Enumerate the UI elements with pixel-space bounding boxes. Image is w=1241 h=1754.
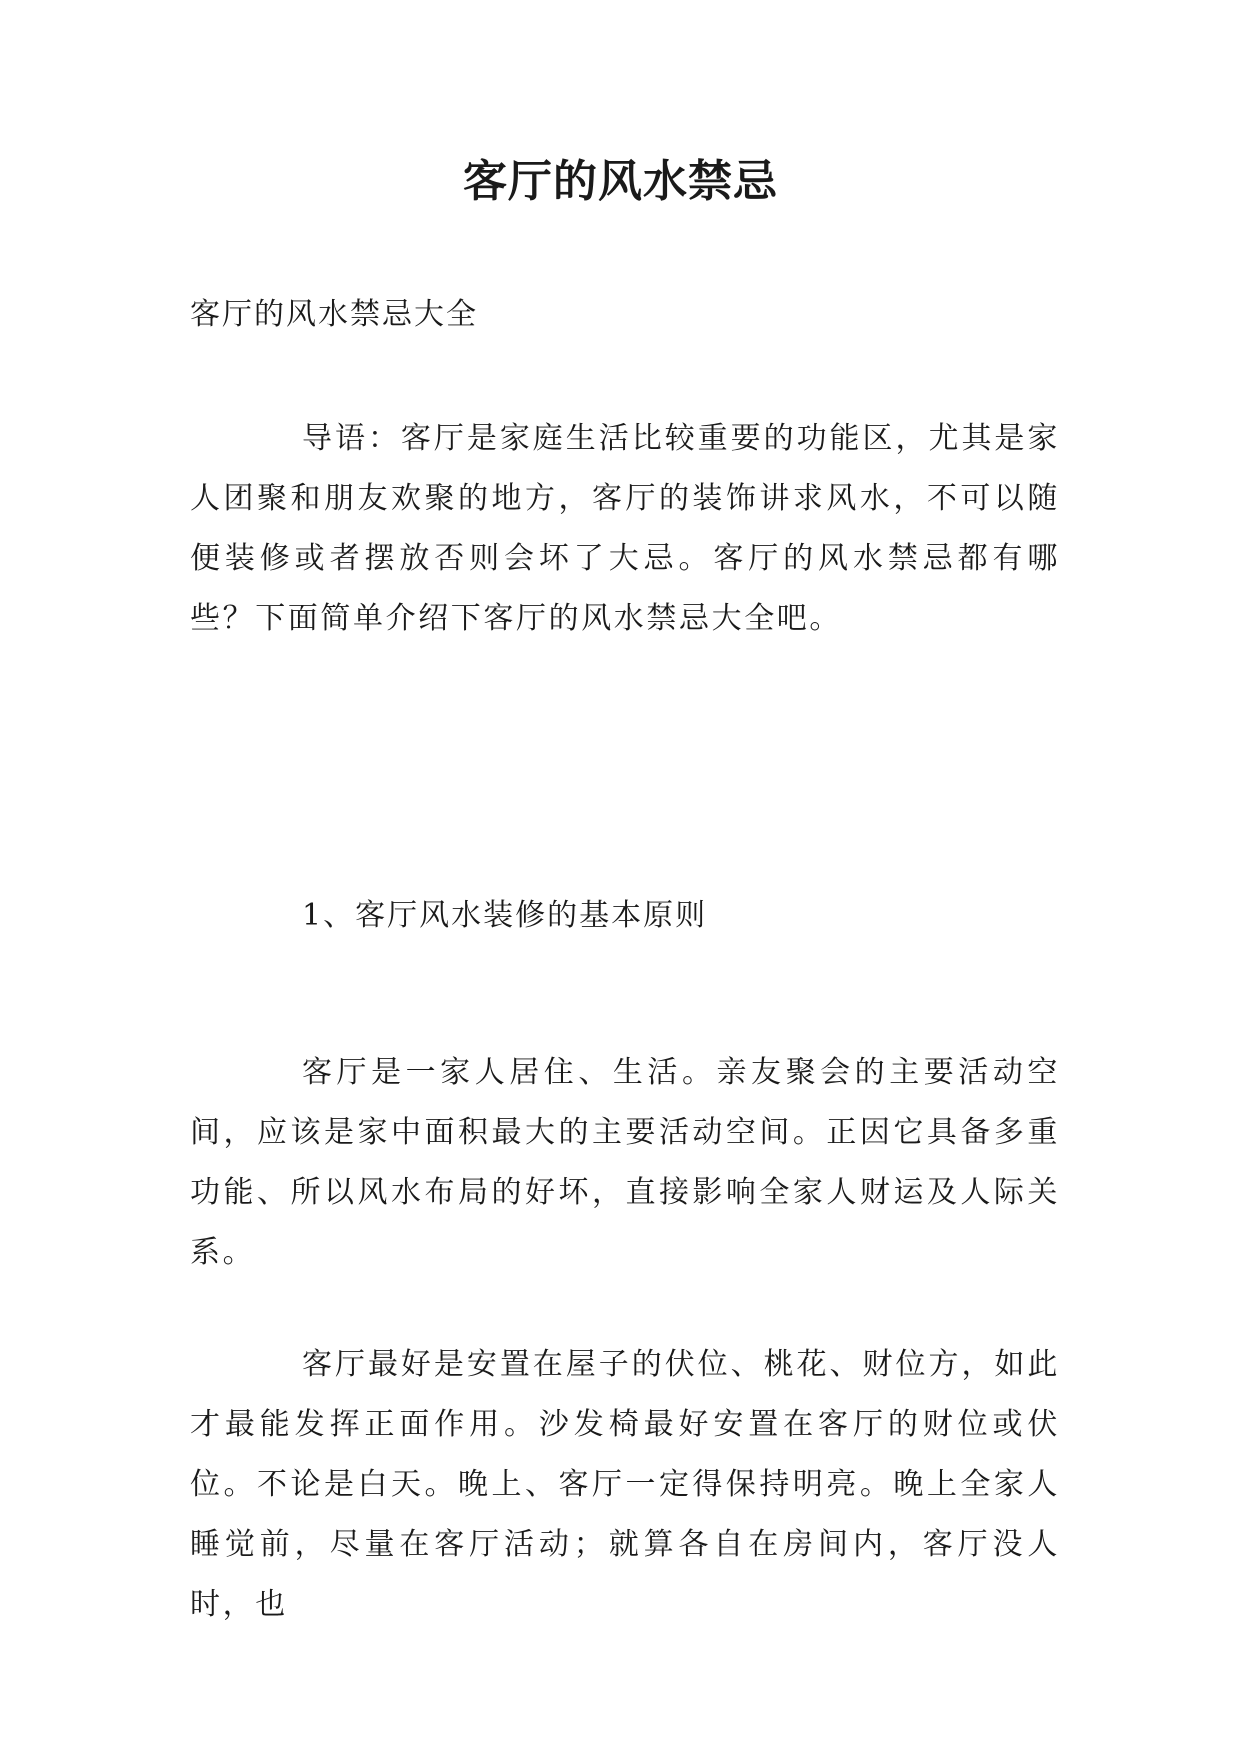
section-heading: 1、客厅风水装修的基本原则 bbox=[302, 898, 708, 933]
document-title: 客厅的风水禁忌 bbox=[463, 156, 778, 207]
body-paragraph: 客厅最好是安置在屋子的伏位、桃花、财位方，如此才最能发挥正面作用。沙发椅最好安置在客厅的财位或伏位。不论是白天。晚上、客厅一定得保持明亮。晚上全家人睡觉前，尽量在客厅活动；就算各自在房间内，客厅没人时，也 bbox=[190, 1347, 1060, 1622]
body-paragraph: 客厅是一家人居住、生活。亲友聚会的主要活动空间，应该是家中面积最大的主要活动空间。正因它具备多重功能、所以风水布局的好坏，直接影响全家人财运及人际关系。 bbox=[190, 1055, 1060, 1270]
intro-paragraph: 导语：客厅是家庭生活比较重要的功能区，尤其是家人团聚和朋友欢聚的地方，客厅的装饰讲求风水，不可以随便装修或者摆放否则会坏了大忌。客厅的风水禁忌都有哪些？下面简单介绍下客厅的风水禁忌大全吧。 bbox=[190, 421, 1060, 636]
document-subtitle: 客厅的风水禁忌大全 bbox=[190, 297, 478, 332]
